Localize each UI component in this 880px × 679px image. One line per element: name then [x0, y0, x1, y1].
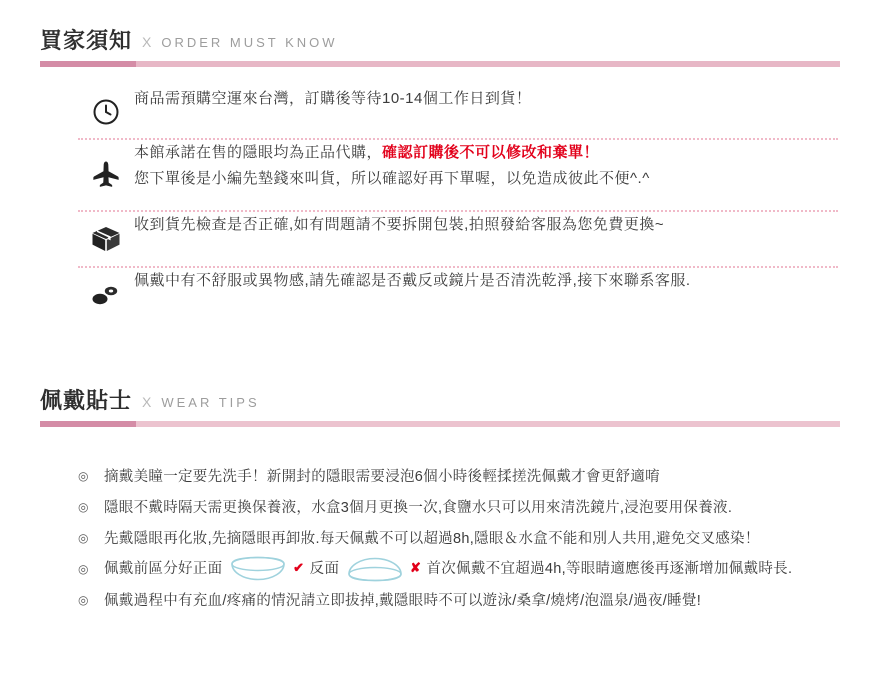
checkmark-icon: ✔: [293, 560, 305, 576]
section-divider-rule: [40, 421, 840, 427]
notice-item: [78, 268, 838, 324]
tip-row: [78, 522, 848, 553]
tip-text: 摘戴美瞳一定要先洗手！新開封的隱眼需要浸泡6個小時後輕揉搓洗佩戴才會更舒適唷: [104, 469, 660, 485]
tip-row: [78, 553, 848, 584]
section-header-row: [40, 18, 840, 52]
notice-line: 您下單後是小編先墊錢來叫貨，所以確認好再下單喔，以免造成彼此不便^.^: [134, 170, 650, 188]
notice-line: 收到貨先檢查是否正確,如有問題請不要拆開包裝,拍照發給客服為您免費更換~: [134, 216, 665, 233]
tip-text: 佩戴過程中有充血/疼痛的情況請立即拔掉,戴隱眼時不可以遊泳/桑拿/燒烤/泡溫泉/過夜/睡覺!: [104, 593, 702, 609]
notice-item: [78, 86, 838, 140]
section-title-en: WEAR TIPS: [161, 395, 260, 410]
tip-text: 隱眼不戴時隔天需更換保養液，水盒3個月更換一次,食鹽水只可以用來清洗鏡片,浸泡要用保養液.: [104, 500, 733, 516]
section-title-cn: 買家須知: [40, 28, 133, 53]
notice-text: [134, 86, 838, 112]
section-title-separator: X: [142, 394, 152, 410]
tip-text-after: 首次佩戴不宜超過4h,等眼睛適應後再逐漸增加佩戴時長.: [426, 560, 793, 577]
tip-bullet-icon: ◎: [78, 530, 89, 545]
tip-text: 先戴隱眼再化妝,先摘隱眼再卸妝.每天佩戴不可以超過8h,隱眼＆水盒不能和別人共用,避免交叉感染！: [104, 531, 760, 547]
tip-row: [78, 584, 848, 615]
notice-line-warning: 確認訂購後不可以修改和棄單！: [382, 144, 600, 161]
notice-line: 商品需預購空運來台灣，訂購後等待10-14個工作日到貨！: [134, 90, 532, 107]
notice-line: [134, 140, 828, 166]
page-bottom-spacer: [0, 668, 880, 679]
airplane-icon: [78, 160, 134, 190]
notice-list: [78, 86, 838, 324]
notice-item: [78, 212, 838, 268]
section-title-separator: X: [142, 34, 152, 50]
tip-bullet-icon: ◎: [78, 468, 89, 483]
section-title-cn: 佩戴貼士: [40, 388, 133, 413]
tip-bullet-icon: ◎: [78, 561, 89, 576]
package-icon: [78, 226, 134, 252]
lens-incorrect-illustration: [346, 556, 404, 582]
section-header-wear-tips: [40, 378, 840, 427]
notice-text: [134, 212, 838, 238]
notice-text: [134, 268, 838, 294]
notice-line: 佩戴中有不舒服或異物感,請先確認是否戴反或鏡片是否清洗乾淨,接下來聯系客服.: [134, 272, 691, 289]
tip-row: [78, 460, 848, 491]
tip-row: [78, 491, 848, 522]
section-header-order-must-know: [40, 18, 840, 67]
section-title-en: ORDER MUST KNOW: [161, 35, 338, 50]
contact-lens-icon: [78, 284, 134, 308]
clock-icon: [78, 99, 134, 125]
notice-line-normal: 本館承諾在售的隱眼均為正品代購，: [134, 144, 383, 161]
notice-text: [134, 140, 838, 193]
cross-icon: ✘: [409, 560, 422, 576]
tip-text-before: 佩戴前區分好正面: [104, 560, 223, 577]
section-header-row: [40, 378, 840, 412]
tip-bullet-icon: ◎: [78, 592, 89, 607]
tips-list: [78, 460, 848, 615]
tip-text-mid: 反面: [309, 560, 340, 577]
tip-text: [104, 556, 792, 582]
lens-correct-illustration: [229, 556, 287, 582]
notice-item: [78, 140, 838, 212]
section-divider-rule: [40, 61, 840, 67]
tip-bullet-icon: ◎: [78, 499, 89, 514]
